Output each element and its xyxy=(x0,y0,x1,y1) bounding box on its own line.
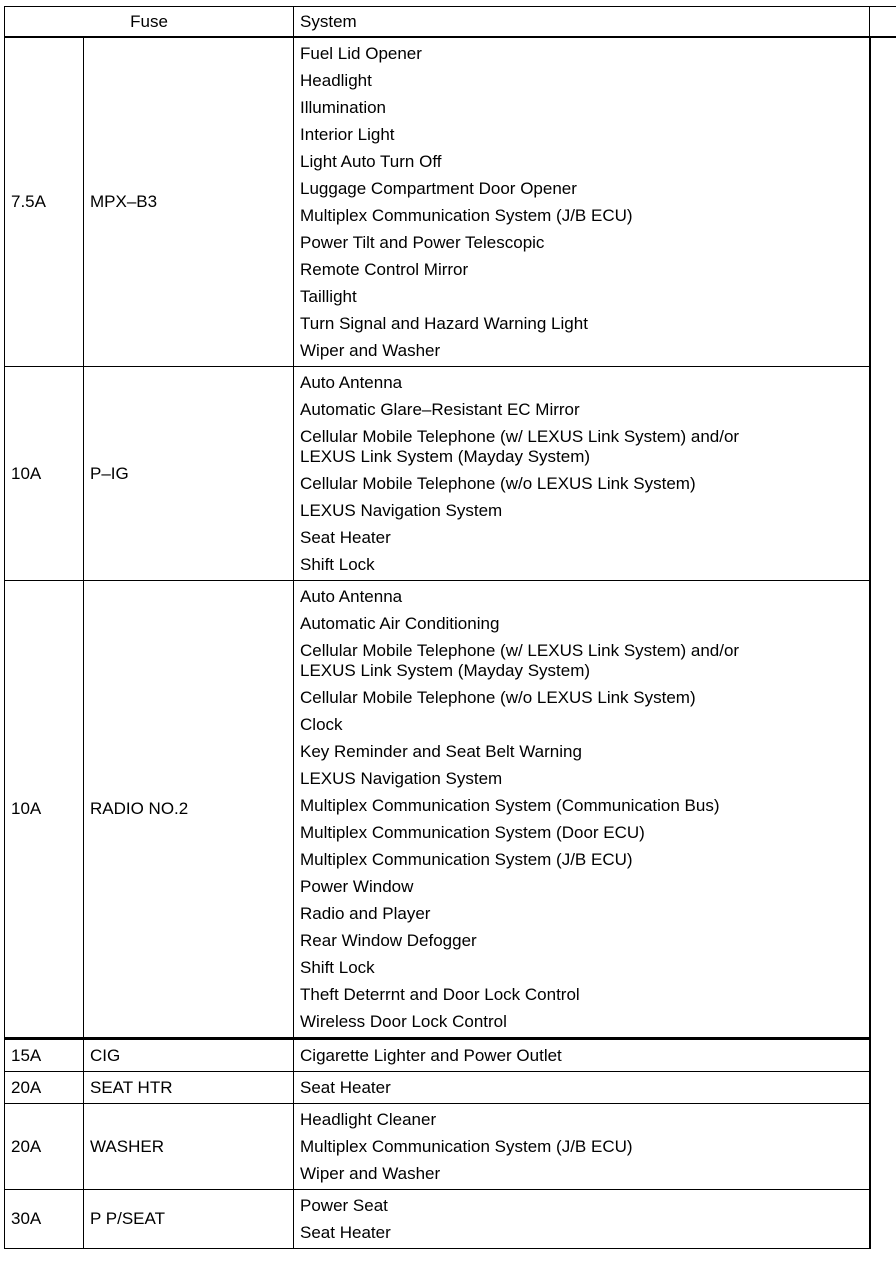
system-cell xyxy=(294,1039,870,1072)
system-cell xyxy=(294,1072,870,1104)
system-item: Radio and Player xyxy=(300,904,431,923)
fuse-name: RADIO NO.2 xyxy=(84,581,294,1039)
system-item: Wireless Door Lock Control xyxy=(300,1012,507,1031)
system-list xyxy=(300,40,869,364)
system-list xyxy=(300,1042,869,1069)
fuse-amperage: 7.5A xyxy=(5,37,84,367)
fuse-amperage: 30A xyxy=(5,1190,84,1249)
system-item: Multiplex Communication System (J/B ECU) xyxy=(300,850,633,869)
system-item: Headlight xyxy=(300,71,372,90)
system-item: Shift Lock xyxy=(300,958,375,977)
system-item: LEXUS Navigation System xyxy=(300,501,503,520)
system-item: Wiper and Washer xyxy=(300,1164,441,1183)
system-list xyxy=(300,583,869,1035)
table-header-row xyxy=(5,7,896,38)
system-cell xyxy=(294,367,870,581)
fuse-amperage: 20A xyxy=(5,1104,84,1190)
system-item: Power Tilt and Power Telescopic xyxy=(300,233,545,252)
table-row xyxy=(5,1039,896,1072)
fuse-amperage: 20A xyxy=(5,1072,84,1104)
system-item: Turn Signal and Hazard Warning Light xyxy=(300,314,588,333)
system-item: Multiplex Communication System (Door ECU) xyxy=(300,823,645,842)
system-item: Fuel Lid Opener xyxy=(300,44,422,63)
system-item: Taillight xyxy=(300,287,357,306)
system-cell xyxy=(294,37,870,367)
system-item: Cellular Mobile Telephone (w/ LEXUS Link System) and/or LEXUS Link System (Mayday System) xyxy=(300,641,740,680)
system-item: Cellular Mobile Telephone (w/o LEXUS Link System) xyxy=(300,688,696,707)
system-item: Luggage Compartment Door Opener xyxy=(300,179,577,198)
system-item: Power Seat xyxy=(300,1196,388,1215)
right-edge-stub xyxy=(870,7,896,38)
system-item: Multiplex Communication System (Communication Bus) xyxy=(300,796,720,815)
fuse-amperage: 10A xyxy=(5,581,84,1039)
fuse-amperage: 10A xyxy=(5,367,84,581)
fuse-column-header: Fuse xyxy=(5,7,294,38)
system-item: Rear Window Defogger xyxy=(300,931,477,950)
system-column-header: System xyxy=(294,7,870,38)
right-edge-stub xyxy=(870,1190,896,1249)
system-cell xyxy=(294,1104,870,1190)
fuse-amperage: 15A xyxy=(5,1039,84,1072)
system-list xyxy=(300,1106,869,1187)
system-item: Cigarette Lighter and Power Outlet xyxy=(300,1046,562,1065)
system-item: Clock xyxy=(300,715,343,734)
system-item: Theft Deterrnt and Door Lock Control xyxy=(300,985,580,1004)
system-item: Remote Control Mirror xyxy=(300,260,469,279)
right-edge-stub xyxy=(870,1104,896,1190)
fuse-name: MPX–B3 xyxy=(84,37,294,367)
system-item: Automatic Glare–Resistant EC Mirror xyxy=(300,400,580,419)
table-row xyxy=(5,1104,896,1190)
system-item: Auto Antenna xyxy=(300,373,403,392)
right-edge-stub xyxy=(870,367,896,581)
table-row xyxy=(5,581,896,1039)
system-item: Multiplex Communication System (J/B ECU) xyxy=(300,206,633,225)
fuse-table-sheet xyxy=(4,6,896,1249)
table-row xyxy=(5,37,896,367)
table-row xyxy=(5,1072,896,1104)
right-edge-stub xyxy=(870,1039,896,1072)
system-item: Wiper and Washer xyxy=(300,341,441,360)
right-edge-stub xyxy=(870,1072,896,1104)
fuse-name: P–IG xyxy=(84,367,294,581)
system-item: Shift Lock xyxy=(300,555,375,574)
fuse-name: SEAT HTR xyxy=(84,1072,294,1104)
system-item: Seat Heater xyxy=(300,528,391,547)
system-item: Light Auto Turn Off xyxy=(300,152,442,171)
system-cell xyxy=(294,1190,870,1249)
system-item: Automatic Air Conditioning xyxy=(300,614,500,633)
system-list xyxy=(300,1192,869,1246)
fuse-rows xyxy=(5,37,896,1249)
system-item: Seat Heater xyxy=(300,1223,391,1242)
system-item: Power Window xyxy=(300,877,414,896)
system-item: Headlight Cleaner xyxy=(300,1110,437,1129)
fuse-name: CIG xyxy=(84,1039,294,1072)
fuse-name: WASHER xyxy=(84,1104,294,1190)
system-item: Seat Heater xyxy=(300,1078,391,1097)
system-item: Multiplex Communication System (J/B ECU) xyxy=(300,1137,633,1156)
system-item: LEXUS Navigation System xyxy=(300,769,503,788)
fuse-name: P P/SEAT xyxy=(84,1190,294,1249)
table-row xyxy=(5,1190,896,1249)
system-list xyxy=(300,369,869,578)
system-list xyxy=(300,1074,869,1101)
right-edge-stub xyxy=(870,581,896,1039)
fuse-table xyxy=(4,6,896,1249)
system-item: Key Reminder and Seat Belt Warning xyxy=(300,742,582,761)
system-item: Cellular Mobile Telephone (w/ LEXUS Link System) and/or LEXUS Link System (Mayday System) xyxy=(300,427,740,466)
system-item: Interior Light xyxy=(300,125,395,144)
system-item: Auto Antenna xyxy=(300,587,403,606)
system-item: Illumination xyxy=(300,98,387,117)
right-edge-stub xyxy=(870,37,896,367)
system-cell xyxy=(294,581,870,1039)
system-item: Cellular Mobile Telephone (w/o LEXUS Link System) xyxy=(300,474,696,493)
table-row xyxy=(5,367,896,581)
